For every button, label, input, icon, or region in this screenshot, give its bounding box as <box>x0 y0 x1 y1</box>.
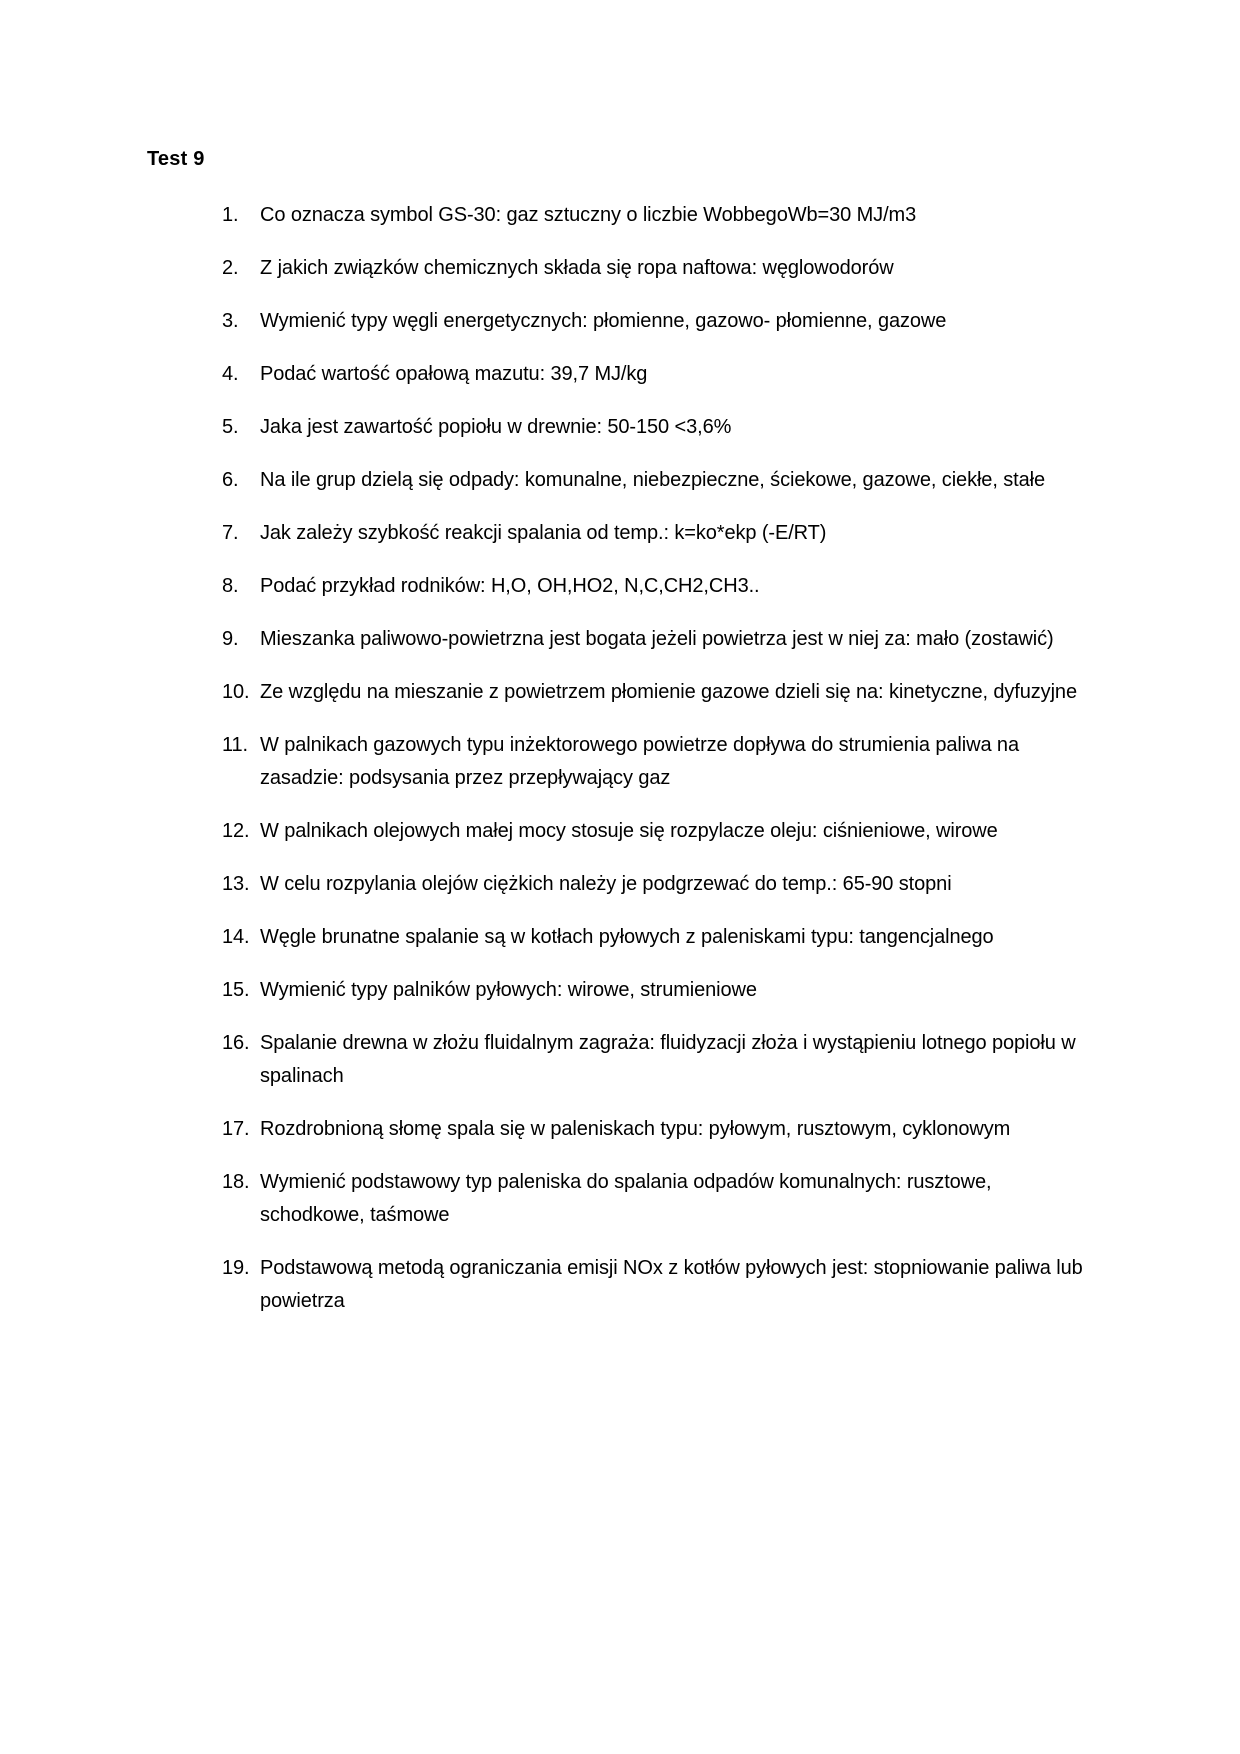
list-item <box>220 517 1100 550</box>
item-number: 1. <box>222 204 239 226</box>
list-item <box>220 358 1100 391</box>
item-text: Jak zależy szybkość reakcji spalania od temp.: k=ko*ekp (-E/RT) <box>260 522 827 544</box>
list-item <box>220 570 1100 603</box>
item-number: 12. <box>222 820 250 842</box>
item-number: 2. <box>222 257 239 279</box>
list-item <box>220 729 1100 795</box>
question-list <box>220 199 1100 1338</box>
list-item <box>220 199 1100 232</box>
item-text: Wymienić podstawowy typ paleniska do spalania odpadów komunalnych: rusztowe, schodkowe, taśmowe <box>260 1171 992 1226</box>
item-text: Mieszanka paliwowo-powietrzna jest bogata jeżeli powietrza jest w niej za: mało (zostawić) <box>260 628 1054 650</box>
item-text: W palnikach olejowych małej mocy stosuje się rozpylacze oleju: ciśnieniowe, wirowe <box>260 820 998 842</box>
list-item <box>220 815 1100 848</box>
item-number: 18. <box>222 1171 250 1193</box>
list-item <box>220 252 1100 285</box>
document-title: Test 9 <box>147 148 205 170</box>
item-text: Podać wartość opałową mazutu: 39,7 MJ/kg <box>260 363 648 385</box>
item-text: Węgle brunatne spalanie są w kotłach pyłowych z paleniskami typu: tangencjalnego <box>260 926 994 948</box>
item-text: Spalanie drewna w złożu fluidalnym zagraża: fluidyzacji złoża i wystąpieniu lotnego popiołu w spalinach <box>260 1032 1076 1087</box>
item-text: Z jakich związków chemicznych składa się ropa naftowa: węglowodorów <box>260 257 894 279</box>
item-text: Wymienić typy węgli energetycznych: płomienne, gazowo- płomienne, gazowe <box>260 310 947 332</box>
item-text: Jaka jest zawartość popiołu w drewnie: 50-150 <3,6% <box>260 416 732 438</box>
item-text: Ze względu na mieszanie z powietrzem płomienie gazowe dzieli się na: kinetyczne, dyfuzyjne <box>260 681 1077 703</box>
item-text: Podstawową metodą ograniczania emisji NOx z kotłów pyłowych jest: stopniowanie paliwa lub powietrza <box>260 1257 1083 1312</box>
item-number: 16. <box>222 1032 250 1054</box>
item-number: 13. <box>222 873 250 895</box>
list-item <box>220 868 1100 901</box>
list-item <box>220 921 1100 954</box>
item-number: 8. <box>222 575 239 597</box>
item-text: Co oznacza symbol GS-30: gaz sztuczny o liczbie WobbegoWb=30 MJ/m3 <box>260 204 917 226</box>
list-item <box>220 623 1100 656</box>
list-item <box>220 305 1100 338</box>
item-text: Rozdrobnioną słomę spala się w paleniskach typu: pyłowym, rusztowym, cyklonowym <box>260 1118 1011 1140</box>
item-text: Podać przykład rodników: H,O, OH,HO2, N,C,CH2,CH3.. <box>260 575 760 597</box>
list-item <box>220 1166 1100 1232</box>
item-number: 6. <box>222 469 239 491</box>
item-number: 5. <box>222 416 239 438</box>
list-item <box>220 1252 1100 1318</box>
item-number: 10. <box>222 681 250 703</box>
item-text: W celu rozpylania olejów ciężkich należy je podgrzewać do temp.: 65-90 stopni <box>260 873 952 895</box>
list-item <box>220 974 1100 1007</box>
list-item <box>220 411 1100 444</box>
item-text: Na ile grup dzielą się odpady: komunalne, niebezpieczne, ściekowe, gazowe, ciekłe, stałe <box>260 469 1045 491</box>
list-item <box>220 676 1100 709</box>
list-item <box>220 1027 1100 1093</box>
item-number: 7. <box>222 522 239 544</box>
item-number: 17. <box>222 1118 250 1140</box>
item-number: 11. <box>222 734 249 756</box>
item-number: 15. <box>222 979 250 1001</box>
item-number: 3. <box>222 310 239 332</box>
item-number: 14. <box>222 926 250 948</box>
item-number: 19. <box>222 1257 250 1279</box>
item-number: 9. <box>222 628 239 650</box>
item-text: Wymienić typy palników pyłowych: wirowe, strumieniowe <box>260 979 757 1001</box>
list-item <box>220 464 1100 497</box>
list-item <box>220 1113 1100 1146</box>
item-number: 4. <box>222 363 239 385</box>
item-text: W palnikach gazowych typu inżektorowego powietrze dopływa do strumienia paliwa na zasadzie: podsysania przez przepływający gaz <box>260 734 1019 789</box>
